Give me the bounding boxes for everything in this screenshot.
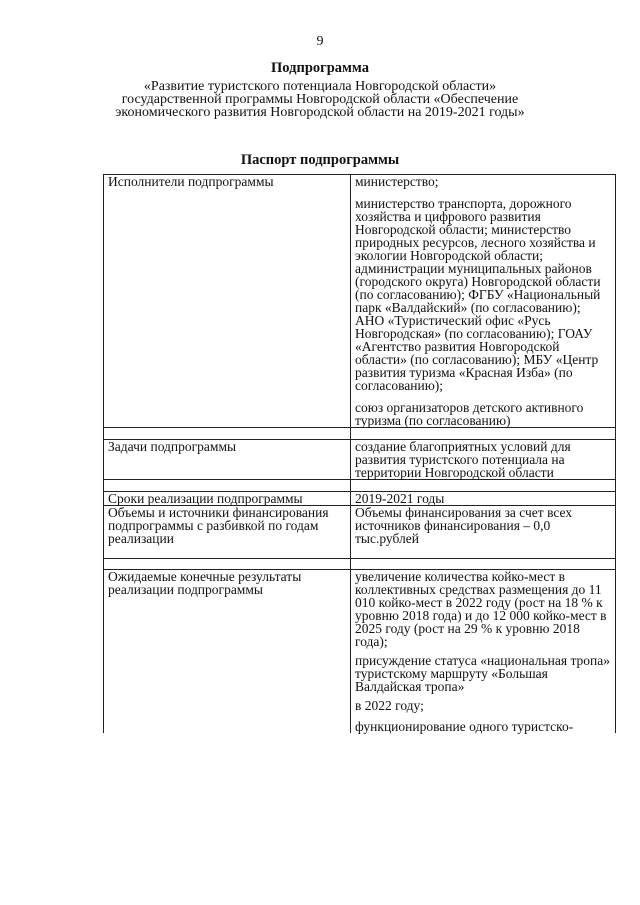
row-value: 2019-2021 годы	[351, 492, 616, 506]
table-row	[104, 175, 616, 428]
table-row	[104, 570, 616, 734]
row-value: Объемы финансирования за счет всех источников финансирования – 0,0 тыс.рублей	[351, 506, 616, 559]
row-value: создание благоприятных условий для развития туристского потенциала на территории Новгородской области	[351, 440, 616, 480]
page-number: 9	[316, 34, 324, 49]
row-label: Исполнители подпрограммы	[104, 175, 351, 428]
row-label: Задачи подпрограммы	[104, 440, 351, 480]
row-spacer	[104, 428, 616, 440]
row-value	[351, 570, 616, 734]
row-spacer	[104, 480, 616, 492]
subprogram-subtitle: «Развитие туристского потенциала Новгородской области» государственной программы Новгородской области «Обеспечение экономического развития Новгородской области на 2019-2021 годы»	[115, 79, 525, 120]
table-row	[104, 506, 616, 559]
row-label: Сроки реализации подпрограммы	[104, 492, 351, 506]
row-value	[351, 175, 616, 428]
row-label: Ожидаемые конечные результаты реализации подпрограммы	[104, 570, 351, 734]
value-segment: присуждение статуса «национальная тропа» туристскому маршруту «Большая Валдайская тропа»	[355, 653, 611, 694]
row-spacer	[104, 559, 616, 570]
subprogram-heading: Подпрограмма	[271, 60, 369, 76]
passport-title: Паспорт подпрограммы	[240, 152, 400, 168]
value-segment: в 2022 году;	[355, 698, 424, 713]
value-segment: министерство;	[355, 174, 439, 189]
value-segment: функционирование одного туристско-	[355, 719, 574, 734]
table-row	[104, 492, 616, 506]
value-segment: министерство транспорта, дорожного хозяйства и цифрового развития Новгородской области; министерство природных ресурсов, лесного хозяйства и экологии Новгородской области; администрации муниципальных районов (городского округа) Новгородской области (по согласованию); ФГБУ «Национальный парк «Валдайский» (по согласованию); АНО «Туристический офис «Русь Новгородская» (по согласованию); ГОАУ «Агентство развития Новгородской области» (по согласованию); МБУ «Центр развития туризма «Красная Изба» (по согласованию);	[355, 196, 601, 393]
row-label: Объемы и источники финансирования подпрограммы с разбивкой по годам реализации	[104, 506, 351, 559]
value-segment: увеличение количества койко-мест в коллективных средствах размещения до 11 010 койко-мест в 2022 году (рост на 18 % к уровню 2018 года) и до 12 000 койко-мест в 2025 году (рост на 29 % к уровню 2018 года);	[355, 569, 607, 649]
value-segment: союз организаторов детского активного туризма (по согласованию)	[355, 400, 584, 428]
passport-table	[103, 174, 616, 733]
table-row	[104, 440, 616, 480]
